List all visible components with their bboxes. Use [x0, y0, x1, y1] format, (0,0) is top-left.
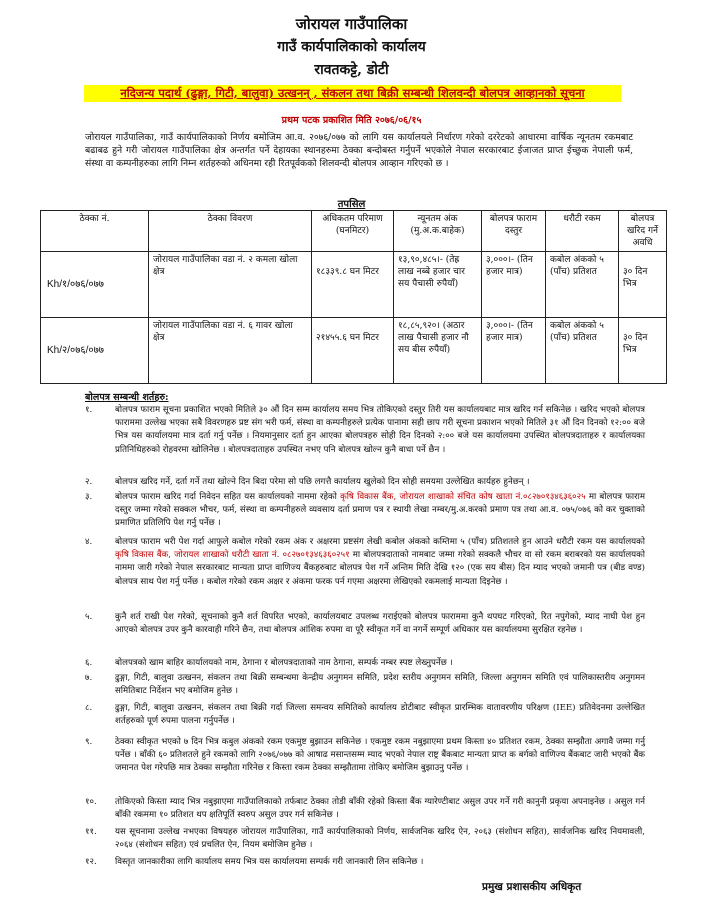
condition-number: १. [85, 405, 93, 415]
signatory-title: प्रमुख प्रशासकीय अधिकृत [482, 881, 582, 893]
condition-text: ढुङ्गा, गिटी, बालुवा उत्खनन, संकलन तथा बिक्री सम्बन्धमा केन्द्रीय अनुगमन समिति, प्रदेश स्तरीय अनुगमन समिति, जिल्ला अनुगमन समिति एवं पालिकास्तरीय अनुगमन समितिबाट निर्देशन भए बमोजिम हुनेछ । [115, 673, 645, 697]
condition-text [115, 536, 645, 589]
tender-desc: जोरायल गाउँपालिका वडा नं. २ कमला खोला क्षेत्र [149, 252, 312, 318]
office-name: जोरायल गाउँपालिका [295, 15, 408, 33]
condition-text-part: मा बोलपत्र फाराम दस्तुर जम्मा गरेको सक्कल भौचर, फर्म, संस्था वा कम्पनीहरुले व्यवसाय दर्ता प्रमाण पत्र र स्थायी लेखा नम्बर/मु.अ.करको प्रमाण पत्र तथा आ.व. ०७५/०७६ को कर चुक्ताको प्रमाणित प्रतिलिपि पेश गर्नु पर्नेछ । [115, 492, 645, 529]
tender-fee: ३,०००।- (तिन हजार मात्र) [482, 318, 546, 384]
bank-account-text: कृषि विकास बैंक, जोरायल शाखाको संचित कोष खाता नं.०८२७०१३४६३६०२५ [340, 492, 586, 502]
office-address: रावतकट्टे, डोटी [314, 62, 389, 78]
tender-min: १८,८५,९२०। (अठार लाख पैचासी हजार नौ सय बीस रुपैयाँ) [394, 318, 482, 384]
condition-number: ३. [85, 492, 93, 502]
condition-text: ठेक्का स्वीकृत भएको ७ दिन भित्र कबुल अंकको रकम एकमुष्ट बुझाउन सकिनेछ । एकमुष्ट रकम नबुझाएमा प्रथम किस्ता ४० प्रतिशत रकम, ठेक्का सम्झौता अगावै जम्मा गर्नु पर्नेछ । बाँकी ६० प्रतिशतले हुने रकमको लागि २०७६/०७७ को आषाढ मसान्तसम्म म्याद भएको नेपाल राष्ट्र बैंकबाट मान्यता प्राप्त क बर्गको वाणिज्य बैंकबाट जारी भएको बैंक जमानत पेश गरेपछि मात्र ठेक्का सम्झौता गरिनेछ र किस्ता रकम ठेक्का सम्झौतामा तोकिए बमोजिम बुझाउनु पर्नेछ । [115, 737, 645, 774]
tender-fee: ३,०००।- (तिन हजार मात्र) [482, 252, 546, 318]
intro-paragraph: जोरायल गाउँपालिका, गाउँ कार्यपालिकाको निर्णय बमोजिम आ.व. २०७६/०७७ को लागि यस कार्यालयले निर्धारण गरेको दररेटको आधारमा वार्षिक न्यूनतम रकमबाट बढाबढ हुने गरी जोरायल गाउँपालिका क्षेत्र अन्तर्गत पर्ने देहायका स्थानहरुमा ठेक्का बन्दोबस्त गर्नुपर्ने भएकोले नेपाल सरकारबाट ईजाजत प्राप्त ईच्छुक नेपाली फर्म, संस्था वा कम्पनीहरुका लागि निम्न शर्तहरुको अधिनमा रही रितपूर्वकको शिलवन्दी बोलपत्र आव्हान गरिएको छ । [85, 132, 633, 169]
condition-number: १०. [85, 797, 97, 807]
condition-number: ६. [85, 658, 93, 668]
condition-number: ८. [85, 703, 93, 713]
tender-code: Kh/२/०७६/०७७ [41, 318, 149, 384]
condition-number: २. [85, 477, 93, 487]
tender-deposit: कबोल अंकको ५ (पाँच) प्रतिशत [546, 252, 619, 318]
deposit-account-text: कृषि विकास बैंक, जोरायल शाखाको धरौटी खाता नं. ०८२७०१३४६३६०२५१ [115, 550, 350, 561]
condition-text: बोलपत्र खरिद गर्ने, दर्ता गर्ने तथा खोल्ने दिन बिदा परेमा सो पछि लगत्तै कार्यालय खुलेको दिन सोही समयमा उल्लेखित कार्यहरु हुनेछन् । [115, 477, 530, 487]
tender-min: १३,९०,४८५।- (तेह्र लाख नब्बे हजार चार सय पैचासी रुपैयाँ) [394, 252, 482, 318]
col-header: धरौटी रकम [546, 211, 619, 252]
condition-text: यस सूचनामा उल्लेख नभएका विषयहरु जोरायल गाउँपालिका, गाउँ कार्यपालिकाको निर्णय, सार्वजनिक खरिद ऐन, २०६३ (संशोधन सहित), सार्वजनिक खरिद नियमावली, २०६४ (संशोधन सहित) एवं प्रचलित ऐन, नियम बमोजिम हुनेछ । [115, 827, 645, 851]
col-header: ठेक्का नं. [41, 211, 149, 252]
tender-qty: २१४५५.६ घन मिटर [312, 318, 394, 384]
col-header: बोलपत्र खरिद गर्ने अवधि [619, 211, 667, 252]
conditions-heading: बोलपत्र सम्बन्धी शर्तहरु: [85, 392, 169, 403]
tender-table [40, 210, 667, 384]
condition-text [115, 491, 645, 531]
tender-period: ३० दिन भित्र [619, 252, 667, 318]
condition-text-part: बोलपत्र फाराम भरी पेश गर्दा आफुले कबोल गरेको रकम अंक र अक्षरमा प्रष्टसंग लेखी कबोल अंकको कम्तिमा ५ (पाँच) प्रतिशतले हुन आउने धरौटी रकम यस कार्यालयको [115, 537, 645, 547]
table-row [41, 252, 667, 318]
condition-number: ९. [85, 737, 93, 747]
condition-number: १२. [85, 857, 97, 867]
office-subtitle: गाउँ कार्यपालिकाको कार्यालय [277, 39, 426, 55]
condition-number: ११. [85, 827, 97, 837]
col-header: ठेक्का विवरण [149, 211, 312, 252]
condition-text-part: बोलपत्र फाराम खरिद गर्दा निवेदन सहित यस कार्यालयको नाममा रहेको [115, 492, 341, 502]
condition-text: विस्तृत जानकारीका लागि कार्यालय समय भित्र यस कार्यालयमा सम्पर्क गरी जानकारी लिन सकिनेछ । [115, 857, 424, 867]
condition-number: ७. [85, 673, 93, 683]
condition-text: बोलपत्रको खाम बाहिर कार्यालयको नाम, ठेगाना र बोलपत्रदाताको नाम ठेगाना, सम्पर्क नम्बर स्पष्ट लेख्नुपर्नेछ । [115, 658, 453, 668]
publish-date: प्रथम पटक प्रकाशित मिति २०७६/०६/१५ [281, 115, 422, 126]
notice-title: नदिजन्य पदार्थ (ढुङ्गा, गिटी, बालुवा) उत्खनन् , संकलन तथा बिक्री सम्बन्धी शिलवन्दी बोलपत्र आव्हानको सूचना [84, 85, 621, 102]
condition-text: तोकिएको किस्ता म्याद भित्र नबुझाएमा गाउँपालिकाको तर्फबाट ठेक्का तोडी बाँकी रहेको किस्ता बैंक ग्यारेण्टीबाट असुल उपर गर्ने गरी कानुनी प्रकृया अपनाइनेछ । असुल गर्न बाँकी रकममा १० प्रतिशत थप क्षतिपूर्ति स्वरुप असुल उपर गर्न सकिनेछ । [115, 797, 645, 821]
col-header: बोलपत्र फाराम दस्तुर [482, 211, 546, 252]
condition-text: ढुङ्गा, गिटी, बालुवा उत्खनन, संकलन तथा बिक्री गर्दा जिल्ला समन्वय समितिको कार्यालय डोटीबाट स्वीकृत प्रारम्भिक वातावरणीय परिक्षण (IEE) प्रतिवेदनमा उल्लेखित शर्तहरुको पूर्ण रुपमा पालना गर्नुपर्नेछ । [115, 703, 645, 727]
tender-period: ३० दिन भित्र [619, 318, 667, 384]
condition-text: बोलपत्र फाराम सूचना प्रकाशित भएको मितिले ३० औं दिन सम्म कार्यालय समय भित्र तोकिएको दस्तुर तिरी यस कार्यालयबाट मात्र खरिद गर्न सकिनेछ । खरिद भएको बोलपत्र फाराममा उल्लेख भएका सबै विवरणहरु प्रष्ट संग भरी फर्म, संस्था वा कम्पनीहरुले प्रत्येक पानामा सही छाप गरी सूचना प्रकाशन भएको मितिले ३१ औं दिन दिनको १२:०० बजे भित्र यस कार्यालयमा मात्र दर्ता गर्नु पर्नेछ । नियमानुसार दर्ता हुन आएका बोलपत्रहरु सोही दिन दिनको २:०० बजे यस कार्यालयमा उपस्थित बोलपत्रदाताहरु र कार्यालयका प्रतिनिधिहरुको रोहवरमा खोलिनेछ । बोलपत्रदाताहरु उपस्थित नभए पनि बोलपत्र खोल्न कुनै बाधा पर्ने छैन । [115, 405, 645, 455]
condition-number: ४. [85, 537, 93, 547]
col-header: न्यूनतम अंक (मु.अ.क.बाहेक) [394, 211, 482, 252]
condition-number: ५. [85, 612, 93, 622]
table-row [41, 318, 667, 384]
condition-text-part: मा बोलपत्रदाताको नामबाट जम्मा गरेको सक्कलै भौचर वा सो रकम बराबरको यस कार्यालयको नाममा जारी गरेको नेपाल सरकारबाट मान्यता प्राप्त वाणिज्य बैंकहरुबाट बोलपत्र पेश गर्ने अन्तिम मिति देखि १२० (एक सय बीस) दिन म्याद भएको जमानी पत्र (बीड वण्ड) बोलपत्र साथ पेश गर्नु पर्नेछ । कबोल गरेको रकम अक्षर र अंकमा फरक पर्न गएमा अक्षरमा लेखिएको रकमलाई मान्यता दिइनेछ । [115, 550, 645, 587]
tender-desc: जोरायल गाउँपालिका वडा नं. ६ गावर खोला क्षेत्र [149, 318, 312, 384]
condition-text: कुनै शर्त राखी पेश गरेको, सूचनाको कुनै शर्त विपरित भएको, कार्यालयबाट उपलब्ध गराईएको बोलपत्र फाराममा कुनै थपघट गरिएको, रित नपुगेको, म्याद नाघी पेश हुन आएको बोलपत्र उपर कुनै कारवाही गरिने छैन, तथा बोलपत्र आंशिक रुपमा वा पूरै स्वीकृत गर्ने वा नगर्ने सम्पूर्ण अधिकार यस कार्यालयमा सुरक्षित रहनेछ । [115, 612, 645, 636]
tender-deposit: कबोल अंकको ५ (पाँच) प्रतिशत [546, 318, 619, 384]
table-header-row [41, 211, 667, 252]
tender-code: Kh/१/०७६/०७७ [41, 252, 149, 318]
schedule-heading: तपसिल [337, 199, 366, 210]
tender-qty: १८३३९.८ घन मिटर [312, 252, 394, 318]
col-header: अधिकतम परिमाण (घनमिटर) [312, 211, 394, 252]
